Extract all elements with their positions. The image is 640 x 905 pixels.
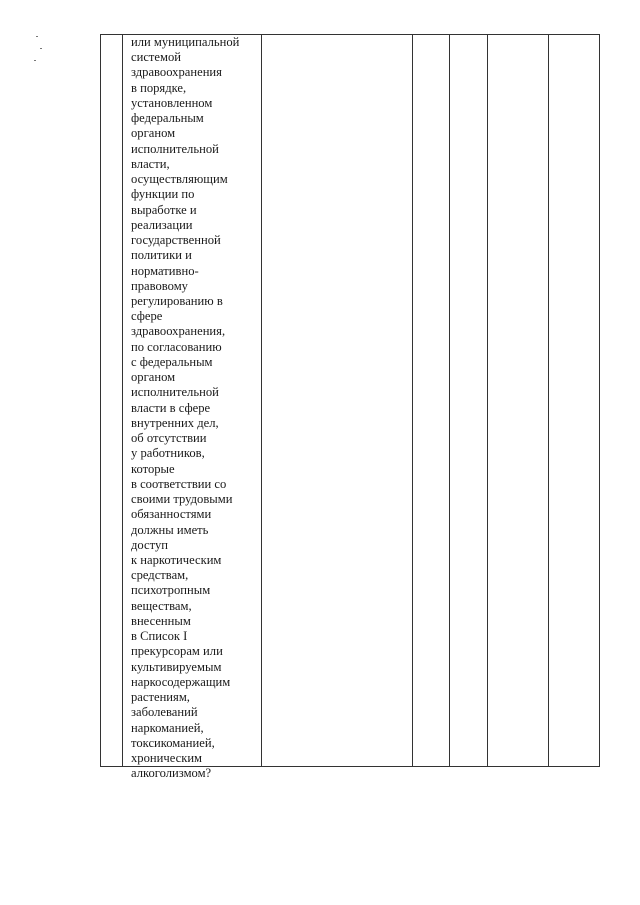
requirement-text-cell: [131, 35, 259, 781]
cell-text-line: прекурсорам или: [131, 644, 223, 659]
cell-text-line: функции по: [131, 187, 195, 202]
scan-speck: [34, 60, 36, 61]
cell-text-line: своими трудовыми: [131, 492, 233, 507]
cell-text-line: здравоохранения: [131, 65, 222, 80]
cell-text-line: наркоманией,: [131, 720, 204, 735]
cell-text-line: исполнительной: [131, 141, 219, 156]
cell-text-line: хроническим: [131, 751, 203, 766]
cell-text-line: культивируемым: [131, 659, 222, 674]
cell-text-line: которые: [131, 461, 175, 476]
cell-text-line: растениям,: [131, 690, 190, 705]
cell-text-line: власти в сфере: [131, 400, 211, 415]
cell-text-line: внутренних дел,: [131, 415, 219, 430]
cell-text-line: установленном: [131, 95, 213, 110]
cell-text-line: системой: [131, 50, 182, 65]
cell-text-line: у работников,: [131, 446, 205, 461]
scan-speck: [40, 48, 42, 49]
cell-text-line: государственной: [131, 233, 221, 248]
cell-text-line: органом: [131, 126, 176, 141]
cell-text-line: осуществляющим: [131, 172, 228, 187]
cell-text-line: в Список I: [131, 629, 188, 644]
cell-text-line: по согласованию: [131, 339, 222, 354]
column-divider: [548, 35, 549, 766]
column-divider: [261, 35, 262, 766]
cell-text-line: об отсутствии: [131, 431, 207, 446]
cell-text-line: заболеваний: [131, 705, 198, 720]
column-divider: [449, 35, 450, 766]
cell-text-line: правовому: [131, 278, 188, 293]
cell-text-line: или муниципальной: [131, 35, 240, 49]
cell-text-line: средствам,: [131, 568, 189, 583]
cell-text-line: реализации: [131, 217, 193, 232]
cell-text-line: в соответствии со: [131, 476, 227, 491]
cell-text-line: к наркотическим: [131, 552, 222, 567]
scan-speck: [36, 36, 38, 37]
cell-text-line: психотропным: [131, 583, 211, 598]
column-divider: [487, 35, 488, 766]
cell-text-line: обязанностями: [131, 507, 212, 522]
cell-text-line: алкоголизмом?: [131, 766, 212, 781]
cell-text-line: наркосодержащим: [131, 674, 231, 689]
cell-text-line: должны иметь: [131, 522, 209, 537]
cell-text-line: нормативно-: [131, 263, 199, 278]
cell-text-line: сфере: [131, 309, 163, 324]
cell-text-line: с федеральным: [131, 354, 213, 369]
cell-text-line: внесенным: [131, 613, 191, 628]
cell-text-line: власти,: [131, 156, 170, 171]
cell-text-line: органом: [131, 370, 176, 385]
cell-text-line: токсикоманией,: [131, 735, 215, 750]
cell-text-line: веществам,: [131, 598, 192, 613]
cell-text-line: федеральным: [131, 111, 204, 126]
cell-text-line: доступ: [131, 537, 168, 552]
cell-text-line: исполнительной: [131, 385, 219, 400]
cell-text-line: здравоохранения,: [131, 324, 226, 339]
cell-text-line: политики и: [131, 248, 192, 263]
cell-text-line: в порядке,: [131, 80, 187, 95]
cell-text-line: выработке и: [131, 202, 197, 217]
column-divider: [122, 35, 123, 766]
cell-text-line: регулированию в: [131, 293, 223, 308]
column-divider: [412, 35, 413, 766]
